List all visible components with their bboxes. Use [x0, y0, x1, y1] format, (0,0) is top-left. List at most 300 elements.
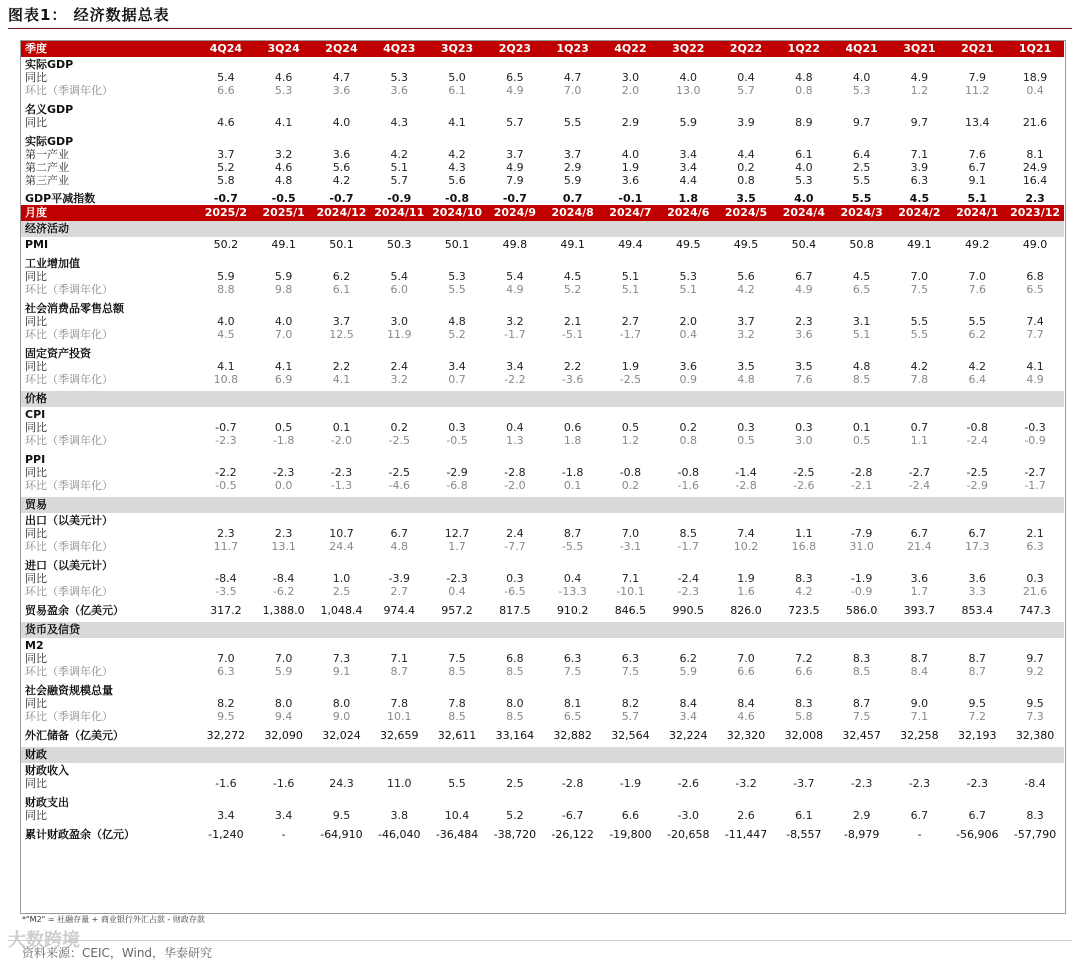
table-cell: 0.4	[679, 328, 697, 341]
table-cell: 4.6	[274, 71, 293, 84]
table-cell	[717, 763, 775, 777]
table-cell: 3.6	[795, 328, 813, 341]
table-cell: 846.5	[614, 603, 647, 617]
table-row	[21, 161, 1064, 174]
table-cell: 5.8	[217, 174, 235, 187]
table-cell	[313, 57, 371, 71]
table-cell: 6.1	[332, 283, 351, 296]
table-cell: 0.2	[621, 479, 640, 492]
table-row	[21, 665, 1064, 678]
table-cell: 4.9	[1026, 373, 1044, 386]
table-cell: 5.9	[217, 270, 235, 283]
table-cell	[891, 683, 949, 697]
column-header: 2024/5	[717, 205, 775, 221]
table-cell: 9.5	[1026, 697, 1044, 710]
table-cell: 2.7	[621, 315, 640, 328]
table-cell	[486, 763, 544, 777]
source-note: 资料来源：CEIC，Wind，华泰研究	[22, 946, 213, 960]
table-cell: -13.3	[558, 585, 587, 598]
quarterly-header-row	[21, 41, 1064, 57]
table-cell: -1.4	[735, 466, 757, 479]
table-cell: 1.8	[678, 192, 698, 205]
table-cell	[948, 513, 1006, 527]
table-cell	[255, 452, 313, 466]
table-cell	[948, 763, 1006, 777]
table-cell	[717, 102, 775, 116]
table-cell: 4.5	[217, 328, 235, 341]
table-cell	[370, 513, 428, 527]
table-cell	[1006, 513, 1064, 527]
table-cell: 5.5	[968, 315, 986, 328]
table-cell: -8,979	[843, 827, 880, 841]
table-cell	[1006, 301, 1064, 315]
table-cell: 2.3	[274, 527, 293, 540]
table-cell: 0.4	[563, 572, 582, 585]
table-cell: 990.5	[672, 603, 704, 617]
table-cell: 8.3	[852, 652, 871, 665]
table-cell	[544, 763, 602, 777]
table-cell: 6.8	[1026, 270, 1044, 283]
table-cell	[313, 763, 371, 777]
table-cell	[775, 57, 833, 71]
table-cell: 5.1	[852, 328, 871, 341]
table-row	[21, 148, 1064, 161]
table-cell	[717, 346, 775, 360]
row-label: 环比（季调年化）	[25, 665, 113, 678]
table-cell	[717, 558, 775, 572]
table-cell	[544, 256, 602, 270]
column-header: 4Q24	[197, 41, 255, 57]
table-cell	[1006, 256, 1064, 270]
table-cell	[602, 134, 660, 148]
watermark: 大数跨境	[8, 930, 80, 951]
table-cell: -3.0	[677, 809, 699, 822]
table-cell	[197, 452, 255, 466]
table-cell	[775, 301, 833, 315]
table-cell: -0.7	[215, 421, 237, 434]
table-cell: 6.6	[217, 84, 235, 97]
table-cell: 6.5	[852, 283, 871, 296]
table-cell: 7.1	[910, 710, 929, 723]
table-cell	[197, 638, 255, 652]
table-cell: -26,122	[551, 827, 594, 841]
page-title: 图表1： 经济数据总表	[8, 6, 170, 24]
table-cell: -36,484	[435, 827, 479, 841]
table-cell	[1006, 57, 1064, 71]
table-cell: 6.3	[217, 665, 235, 678]
table-cell: 32,090	[264, 728, 303, 742]
column-header: 2Q23	[486, 41, 544, 57]
table-cell: 6.1	[795, 148, 813, 161]
table-cell	[486, 102, 544, 116]
table-cell: -5.1	[561, 328, 584, 341]
table-cell	[197, 683, 255, 697]
table-cell: 11.9	[387, 328, 412, 341]
table-cell	[544, 407, 602, 421]
table-cell: 5.9	[274, 270, 293, 283]
table-cell: 4.8	[795, 71, 813, 84]
column-header: 2024/6	[659, 205, 717, 221]
table-cell	[255, 57, 313, 71]
bottom-divider	[8, 940, 1072, 941]
table-cell	[370, 763, 428, 777]
table-cell: 13.1	[271, 540, 296, 553]
table-cell: 5.9	[679, 116, 697, 129]
table-cell	[255, 513, 313, 527]
table-cell: 6.3	[1026, 540, 1044, 553]
table-row	[21, 102, 1064, 116]
row-label: 名义GDP	[25, 102, 74, 116]
table-cell: 8.4	[679, 697, 697, 710]
table-cell: 24.9	[1022, 161, 1048, 174]
table-cell: -1.9	[850, 572, 873, 585]
table-cell: 6.3	[910, 174, 929, 187]
table-cell: -7.7	[504, 540, 526, 553]
table-cell	[1006, 638, 1064, 652]
table-cell: 3.7	[563, 148, 582, 161]
table-cell	[544, 795, 602, 809]
table-cell: -0.7	[329, 192, 354, 205]
table-cell	[313, 513, 371, 527]
table-cell: 957.2	[441, 603, 473, 617]
table-cell	[428, 346, 486, 360]
table-row	[21, 763, 1064, 777]
table-cell: 8.1	[563, 697, 582, 710]
table-cell: 3.5	[795, 360, 813, 373]
table-cell: -57,790	[1013, 827, 1057, 841]
table-cell: 0.3	[1026, 572, 1044, 585]
row-label: 累计财政盈余（亿元）	[25, 827, 135, 841]
column-header: 4Q23	[370, 41, 428, 57]
table-cell	[602, 638, 660, 652]
table-cell	[313, 452, 371, 466]
table-cell: -	[917, 827, 922, 841]
table-row	[21, 652, 1064, 665]
table-cell: -2.3	[850, 777, 873, 790]
table-cell	[659, 795, 717, 809]
table-cell	[602, 558, 660, 572]
section-title: 财政	[21, 747, 1064, 763]
section-header	[21, 747, 1064, 763]
table-cell: 6.0	[390, 283, 408, 296]
table-cell: 2.6	[737, 809, 755, 822]
table-cell	[197, 795, 255, 809]
table-cell: 4.2	[795, 585, 813, 598]
table-cell	[602, 513, 660, 527]
table-cell	[717, 134, 775, 148]
table-cell: 853.4	[961, 603, 993, 617]
table-cell	[948, 558, 1006, 572]
table-cell: 5.3	[795, 174, 813, 187]
table-cell: 49.1	[560, 237, 585, 251]
table-cell	[717, 407, 775, 421]
table-cell: 9.7	[1026, 652, 1044, 665]
table-cell: 3.6	[332, 148, 351, 161]
table-cell: 6.4	[852, 148, 871, 161]
table-cell	[313, 102, 371, 116]
column-header: 2024/4	[775, 205, 833, 221]
table-cell: -1.6	[272, 777, 295, 790]
table-cell: 11.2	[964, 84, 990, 97]
row-label: 外汇储备（亿美元）	[25, 728, 124, 742]
table-cell	[775, 795, 833, 809]
table-cell: 13.4	[964, 116, 990, 129]
table-cell	[370, 57, 428, 71]
table-cell	[197, 763, 255, 777]
table-row	[21, 777, 1064, 790]
table-cell	[370, 256, 428, 270]
table-cell: 8.3	[795, 572, 813, 585]
table-cell: 12.7	[444, 527, 470, 540]
table-cell: -0.5	[215, 479, 237, 492]
table-cell: 4.0	[274, 315, 293, 328]
table-cell	[717, 301, 775, 315]
table-cell	[833, 407, 891, 421]
table-cell: -46,040	[378, 827, 421, 841]
table-cell: 49.5	[733, 237, 759, 251]
table-cell: 4.1	[1026, 360, 1044, 373]
table-cell: -2.4	[908, 479, 931, 492]
column-header: 2024/10	[428, 205, 486, 221]
table-cell: 13.0	[675, 84, 701, 97]
table-cell: -2.7	[908, 466, 931, 479]
table-cell: -3.2	[735, 777, 757, 790]
table-cell: 6.7	[968, 527, 986, 540]
table-cell	[775, 513, 833, 527]
table-row	[21, 827, 1064, 841]
row-label: M2	[25, 638, 44, 652]
table-cell: 0.4	[448, 585, 466, 598]
table-cell: 2.1	[1026, 527, 1044, 540]
table-cell	[197, 57, 255, 71]
table-cell: 6.8	[506, 652, 524, 665]
table-cell	[948, 256, 1006, 270]
table-cell: 3.1	[852, 315, 871, 328]
table-cell: 2.0	[679, 315, 697, 328]
table-cell: -2.3	[330, 466, 353, 479]
row-label: 环比（季调年化）	[25, 434, 113, 447]
table-cell: 2.5	[506, 777, 524, 790]
table-cell: 7.2	[795, 652, 813, 665]
table-cell	[486, 513, 544, 527]
column-header: 1Q23	[544, 41, 602, 57]
table-cell: -0.1	[618, 192, 643, 205]
table-cell: 0.0	[274, 479, 293, 492]
table-cell	[197, 346, 255, 360]
table-cell: 3.4	[679, 161, 697, 174]
table-cell: 5.2	[217, 161, 235, 174]
table-cell: 0.2	[737, 161, 755, 174]
table-cell: 1.7	[910, 585, 929, 598]
table-cell: -1.6	[677, 479, 699, 492]
table-cell	[1006, 452, 1064, 466]
table-cell	[197, 102, 255, 116]
table-cell: 2.3	[1025, 192, 1045, 205]
table-cell: -0.5	[446, 434, 468, 447]
spacer-cell	[21, 841, 1064, 846]
table-cell	[544, 513, 602, 527]
table-cell: 11.0	[387, 777, 412, 790]
table-row	[21, 710, 1064, 723]
table-cell	[486, 134, 544, 148]
table-cell: 8.2	[217, 697, 235, 710]
table-cell	[544, 452, 602, 466]
table-cell: 3.4	[217, 809, 235, 822]
row-label: 同比	[25, 777, 47, 790]
table-cell: 7.0	[910, 270, 929, 283]
table-cell: -20,658	[667, 827, 710, 841]
table-row	[21, 407, 1064, 421]
table-cell: 3.0	[795, 434, 813, 447]
column-header: 4Q21	[833, 41, 891, 57]
row-label: 环比（季调年化）	[25, 328, 113, 341]
table-cell	[197, 256, 255, 270]
table-cell	[775, 683, 833, 697]
table-cell: 17.3	[964, 540, 990, 553]
table-cell	[544, 57, 602, 71]
table-cell	[833, 795, 891, 809]
table-cell	[833, 134, 891, 148]
table-cell	[255, 638, 313, 652]
table-cell: 2.5	[332, 585, 351, 598]
table-cell: 5.5	[851, 192, 872, 205]
table-cell: 6.7	[795, 270, 813, 283]
table-cell: 3.2	[737, 328, 755, 341]
table-cell: 4.9	[506, 283, 524, 296]
table-cell	[428, 763, 486, 777]
table-cell	[428, 452, 486, 466]
table-cell	[428, 134, 486, 148]
table-cell: 5.6	[737, 270, 755, 283]
row-label: 同比	[25, 270, 47, 283]
table-cell	[1006, 102, 1064, 116]
table-cell	[1006, 683, 1064, 697]
table-cell: 5.2	[506, 809, 524, 822]
table-cell	[370, 407, 428, 421]
column-header: 2024/3	[833, 205, 891, 221]
row-label: PMI	[25, 237, 49, 251]
table-cell: 2.9	[563, 161, 582, 174]
table-cell	[544, 301, 602, 315]
table-cell	[891, 558, 949, 572]
table-cell	[255, 256, 313, 270]
row-label: 社会消费品零售总额	[25, 301, 124, 315]
table-cell: 7.5	[910, 283, 929, 296]
table-row	[21, 71, 1064, 84]
table-cell	[428, 102, 486, 116]
table-cell: 7.3	[332, 652, 351, 665]
table-row	[21, 466, 1064, 479]
table-cell: 8.7	[852, 697, 871, 710]
table-cell	[948, 638, 1006, 652]
table-cell	[891, 638, 949, 652]
table-cell: 8.9	[795, 116, 813, 129]
table-cell: 5.5	[910, 315, 929, 328]
table-cell	[833, 558, 891, 572]
table-cell: 3.6	[679, 360, 697, 373]
table-cell: 3.6	[332, 84, 351, 97]
footnote: *"M2" = 社融存量 + 商业银行外汇占款 - 财政存款	[22, 915, 205, 924]
table-cell: -2.4	[966, 434, 988, 447]
table-cell: 0.5	[852, 434, 871, 447]
table-cell: 4.1	[274, 360, 293, 373]
table-cell: 6.4	[968, 373, 986, 386]
table-cell: 5.1	[967, 192, 987, 205]
table-cell: 7.5	[563, 665, 582, 678]
table-cell: 5.3	[274, 84, 293, 97]
table-row	[21, 697, 1064, 710]
table-cell: 10.2	[733, 540, 759, 553]
table-row	[21, 540, 1064, 553]
column-header: 2024/8	[544, 205, 602, 221]
column-header: 2024/9	[486, 205, 544, 221]
table-cell: -1.9	[619, 777, 642, 790]
table-row	[21, 728, 1064, 742]
table-cell: 0.6	[563, 421, 582, 434]
table-row	[21, 237, 1064, 251]
table-row	[21, 585, 1064, 598]
table-cell: 8.5	[852, 373, 871, 386]
table-cell: -6.7	[561, 809, 584, 822]
table-cell: 9.1	[968, 174, 986, 187]
row-label: 同比	[25, 527, 47, 540]
table-cell: 5.7	[621, 710, 640, 723]
table-cell: -2.8	[504, 466, 526, 479]
table-cell	[775, 638, 833, 652]
table-cell	[1006, 407, 1064, 421]
table-cell: 3.4	[274, 809, 293, 822]
row-label: 同比	[25, 572, 47, 585]
column-header: 1Q21	[1006, 41, 1064, 57]
table-cell: -1.7	[619, 328, 642, 341]
table-cell	[428, 558, 486, 572]
table-cell: 16.4	[1022, 174, 1048, 187]
table-cell: 7.4	[737, 527, 755, 540]
table-cell	[1006, 558, 1064, 572]
table-cell: 50.2	[213, 237, 239, 251]
table-cell: -8.4	[272, 572, 295, 585]
table-cell: -1.7	[677, 540, 699, 553]
table-row	[21, 434, 1064, 447]
table-cell: 50.1	[444, 237, 470, 251]
table-cell: 1.6	[737, 585, 755, 598]
table-cell	[255, 102, 313, 116]
table-cell: 8.7	[910, 652, 929, 665]
table-row	[21, 84, 1064, 97]
table-cell	[544, 638, 602, 652]
table-cell: 9.7	[910, 116, 929, 129]
table-row	[21, 360, 1064, 373]
table-cell: 50.8	[849, 237, 874, 251]
table-cell: 4.2	[737, 283, 755, 296]
table-cell: 4.8	[390, 540, 408, 553]
table-row	[21, 116, 1064, 129]
table-cell: 1.9	[621, 360, 640, 373]
table-cell	[659, 256, 717, 270]
column-header: 1Q22	[775, 41, 833, 57]
table-cell: 32,008	[784, 728, 824, 742]
table-cell: 1.7	[448, 540, 466, 553]
table-cell: 3.6	[910, 572, 929, 585]
table-cell: 586.0	[845, 603, 878, 617]
row-label: 环比（季调年化）	[25, 479, 113, 492]
table-cell: 4.4	[679, 174, 697, 187]
table-cell: 9.7	[852, 116, 871, 129]
row-label: 同比	[25, 697, 47, 710]
table-cell: 7.6	[968, 283, 986, 296]
table-cell: 10.1	[387, 710, 412, 723]
table-cell: 2.2	[563, 360, 582, 373]
